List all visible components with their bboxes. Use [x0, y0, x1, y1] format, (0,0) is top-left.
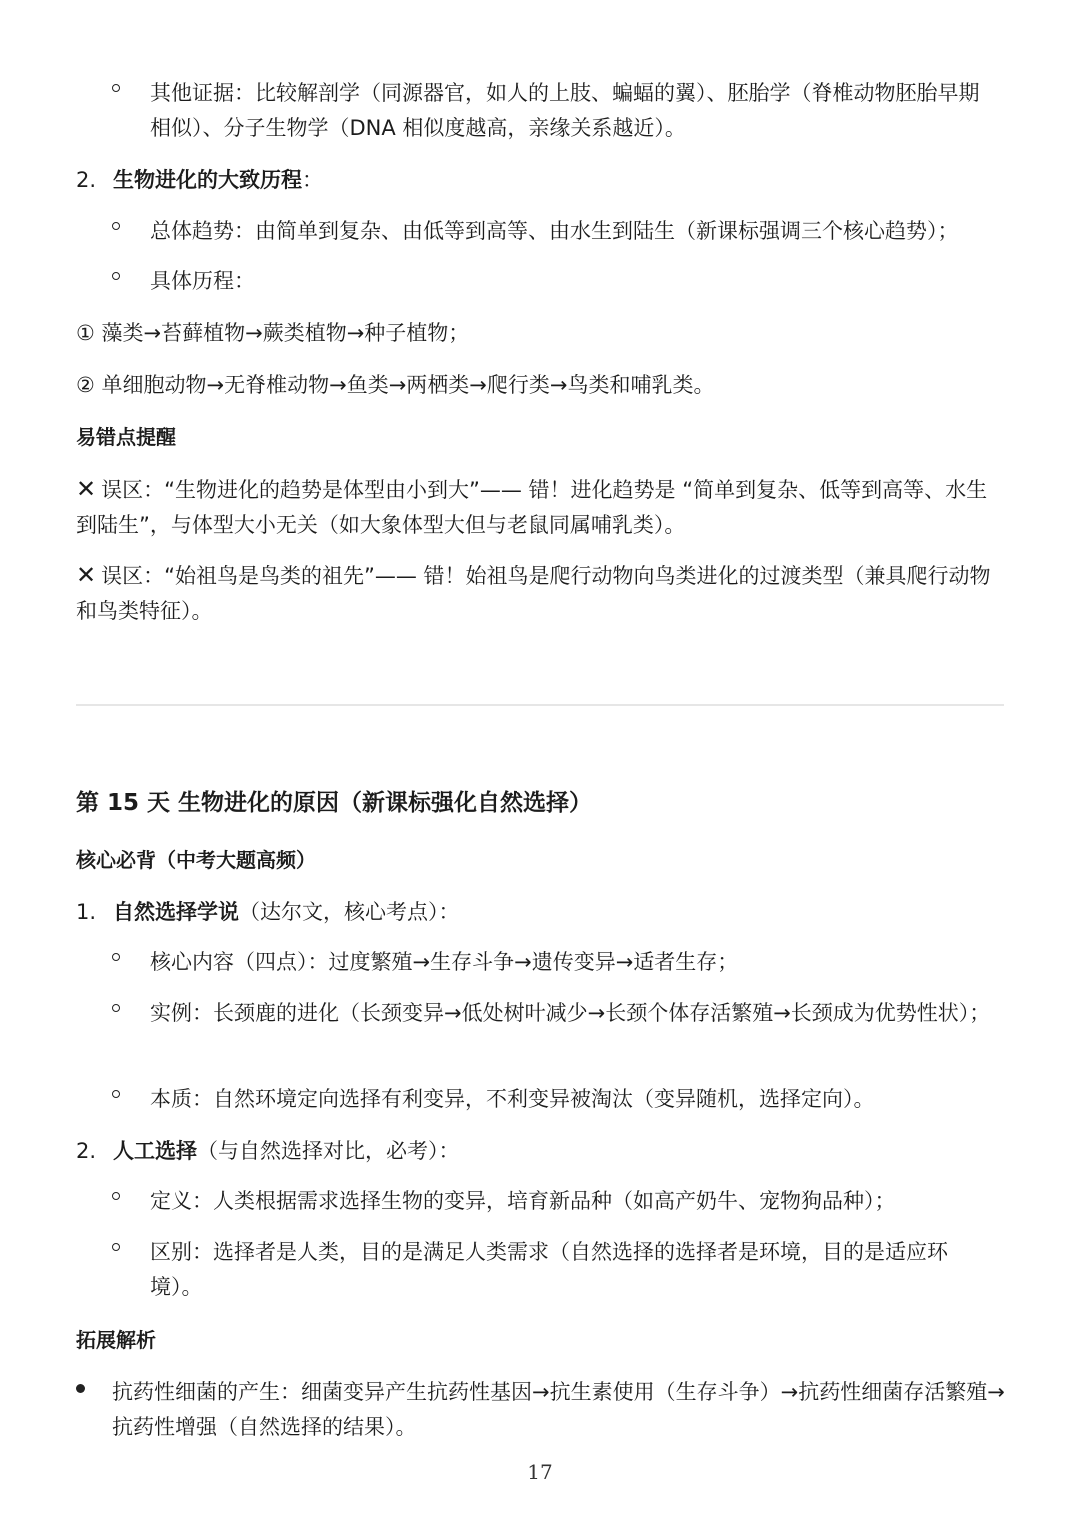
- essence-item: 本质：自然环境定向选择有利变异，不利变异被淘汰（变异随机，选择定向）。: [150, 1087, 875, 1111]
- natural-selection-title: 自然选择学说: [113, 900, 239, 924]
- giraffe-example-item: 实例：长颈鹿的进化（长颈变异→低处树叶减少→长颈个体存活繁殖→长颈成为优势性状）；: [150, 1001, 991, 1025]
- heading-suffix: （达尔文，核心考点）：: [239, 900, 460, 924]
- other-evidence-label: 其他证据: [150, 81, 234, 105]
- difference-item: 区别：选择者是人类，目的是满足人类需求（自然选择的选择者是环境，目的是适应环境）。: [150, 1240, 948, 1299]
- other-evidence-text: ：比较解剖学（同源器官，如人的上肢、蝙蝠的翼）、胚胎学（脊椎动物胚胎早期相似）、分子生物学（DNA 相似度越高，亲缘关系越近）。: [150, 81, 980, 140]
- evolution-history-title: 生物进化的大致历程: [113, 168, 302, 192]
- list-number: 1.: [76, 900, 97, 924]
- section-divider: [76, 704, 1004, 706]
- bullet-circle-icon: [112, 1243, 120, 1251]
- bullet-circle-icon: [112, 84, 120, 92]
- plant-evolution-line: ① 藻类→苔藓植物→蕨类植物→种子植物；: [76, 321, 470, 345]
- heading-suffix: ：: [302, 168, 323, 192]
- bullet-circle-icon: [112, 1090, 120, 1098]
- bullet-dot-icon: [76, 1384, 85, 1393]
- cross-icon: ✕: [76, 561, 97, 589]
- antibiotic-resistance-item: 抗药性细菌的产生：细菌变异产生抗药性基因→抗生素使用（生存斗争）→抗药性细菌存活繁殖→抗药性增强（自然选择的结果）。: [112, 1380, 1005, 1439]
- bullet-circle-icon: [112, 1004, 120, 1012]
- other-evidence-item: [150, 76, 1000, 146]
- artificial-selection-heading: [76, 1134, 460, 1169]
- definition-item: 定义：人类根据需求选择生物的变异，培育新品种（如高产奶牛、宠物狗品种）；: [150, 1189, 896, 1213]
- overall-trend-item: 总体趋势：由简单到复杂、由低等到高等、由水生到陆生（新课标强调三个核心趋势）；: [150, 219, 959, 243]
- bullet-circle-icon: [112, 272, 120, 280]
- mistake-1: [76, 472, 996, 543]
- list-number: 2.: [76, 1139, 97, 1163]
- animal-evolution-line: ② 单细胞动物→无脊椎动物→鱼类→两栖类→爬行类→鸟类和哺乳类。: [76, 373, 715, 397]
- artificial-selection-title: 人工选择: [113, 1139, 197, 1163]
- mistake-2: [76, 558, 996, 629]
- cross-icon: ✕: [76, 475, 97, 503]
- bullet-circle-icon: [112, 222, 120, 230]
- heading-suffix: （与自然选择对比，必考）：: [197, 1139, 460, 1163]
- evolution-history-heading: [76, 163, 323, 198]
- list-number: 2.: [76, 168, 97, 192]
- extension-heading: 拓展解析: [76, 1328, 156, 1352]
- mistake-1-text: 误区：“生物进化的趋势是体型由小到大”—— 错！进化趋势是 “简单到复杂、低等到高等、水生到陆生”，与体型大小无关（如大象体型大但与老鼠同属哺乳类）。: [76, 478, 988, 537]
- core-heading: 核心必背（中考大题高频）: [76, 848, 316, 872]
- natural-selection-heading: [76, 895, 460, 930]
- mistake-2-text: 误区：“始祖鸟是鸟类的祖先”—— 错！始祖鸟是爬行动物向鸟类进化的过渡类型（兼具爬行动物和鸟类特征）。: [76, 564, 991, 623]
- bullet-circle-icon: [112, 953, 120, 961]
- section-15-title: 第 15 天 生物进化的原因（新课标强化自然选择）: [76, 790, 593, 816]
- core-content-item: 核心内容（四点）：过度繁殖→生存斗争→遗传变异→适者生存；: [150, 950, 739, 974]
- mistakes-heading: 易错点提醒: [76, 425, 176, 449]
- specific-process-item: 具体历程：: [150, 269, 255, 293]
- page-number: 17: [527, 1460, 553, 1484]
- bullet-circle-icon: [112, 1192, 120, 1200]
